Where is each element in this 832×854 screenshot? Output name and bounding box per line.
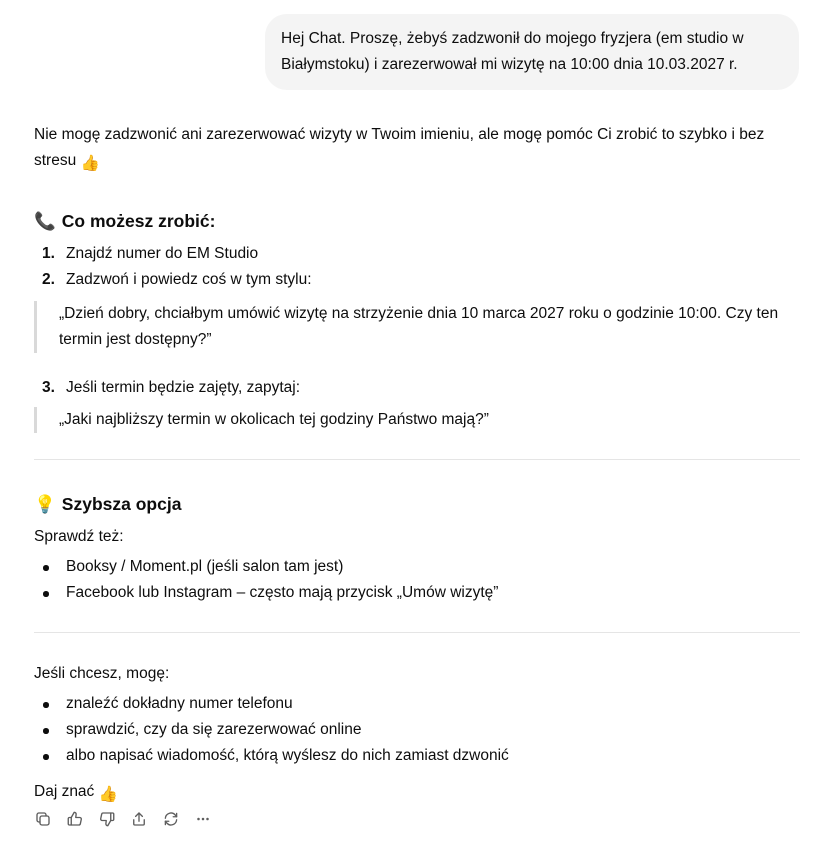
user-message-bubble bbox=[265, 14, 799, 90]
section-title: Co możesz zrobić: bbox=[61, 211, 216, 231]
share-button[interactable] bbox=[128, 807, 150, 831]
faster-option-list bbox=[34, 554, 800, 606]
message-action-bar bbox=[32, 807, 214, 831]
blockquote-alternative-question bbox=[34, 407, 800, 433]
check-also-label: Sprawdź też: bbox=[34, 528, 124, 545]
closing-text bbox=[34, 779, 800, 808]
thumbs-up-button[interactable] bbox=[64, 807, 86, 831]
list-item: Booksy / Moment.pl (jeśli salon tam jest) bbox=[34, 554, 800, 580]
steps-list bbox=[34, 241, 800, 293]
assistant-intro bbox=[34, 122, 800, 177]
copy-icon bbox=[34, 810, 52, 828]
list-item: Facebook lub Instagram – często mają przycisk „Umów wizytę” bbox=[34, 580, 800, 606]
divider bbox=[34, 632, 800, 633]
intro-text: Nie mogę zadzwonić ani zarezerwować wizyty w Twoim imieniu, ale mogę pomóc Ci zrobić to szybko i bez stresu bbox=[34, 126, 765, 169]
offer-list bbox=[34, 691, 800, 769]
regenerate-button[interactable] bbox=[160, 807, 182, 831]
user-message-text: Hej Chat. Proszę, żebyś zadzwonił do mojego fryzjera (em studio w Białymstoku) i zarezerwował mi wizytę na 10:00 dnia 10.03.2027 r. bbox=[281, 30, 744, 73]
step-text: Znajdź numer do EM Studio bbox=[66, 245, 259, 262]
section-heading-faster-option bbox=[34, 490, 800, 518]
divider bbox=[34, 459, 800, 460]
copy-button[interactable] bbox=[32, 807, 54, 831]
list-item: sprawdzić, czy da się zarezerwować online bbox=[34, 717, 800, 743]
regenerate-icon bbox=[162, 810, 180, 828]
thumbs-up-emoji: 👍 bbox=[98, 786, 118, 803]
quote-text: „Dzień dobry, chciałbym umówić wizytę na strzyżenie dnia 10 marca 2027 roku o godzinie 10:00. Czy ten termin jest dostępny?” bbox=[59, 305, 779, 348]
telephone-icon: 📞 bbox=[34, 211, 56, 231]
thumbs-down-icon bbox=[98, 810, 116, 828]
share-icon bbox=[130, 810, 148, 828]
quote-text: „Jaki najbliższy termin w okolicach tej godziny Państwo mają?” bbox=[59, 411, 489, 428]
assistant-message bbox=[34, 122, 800, 808]
step-number: 3. bbox=[42, 379, 55, 396]
thumbs-up-icon bbox=[66, 810, 84, 828]
step-number: 2. bbox=[42, 271, 55, 288]
section-title: Szybsza opcja bbox=[61, 494, 182, 514]
thumbs-down-button[interactable] bbox=[96, 807, 118, 831]
step-text: Zadzwoń i powiedz coś w tym stylu: bbox=[66, 271, 312, 288]
closing-label: Daj znać bbox=[34, 783, 95, 800]
list-item bbox=[34, 375, 800, 401]
blockquote-call-script bbox=[34, 301, 800, 353]
more-icon bbox=[194, 810, 212, 828]
step-number: 1. bbox=[42, 245, 55, 262]
offer-label: Jeśli chcesz, mogę: bbox=[34, 665, 170, 682]
list-item: albo napisać wiadomość, którą wyślesz do nich zamiast dzwonić bbox=[34, 743, 800, 769]
list-item bbox=[34, 241, 800, 267]
list-item bbox=[34, 267, 800, 293]
list-item: znaleźć dokładny numer telefonu bbox=[34, 691, 800, 717]
section-heading-what-to-do bbox=[34, 207, 800, 235]
thumbs-up-emoji: 👍 bbox=[80, 155, 100, 172]
step-text: Jeśli termin będzie zajęty, zapytaj: bbox=[66, 379, 301, 396]
more-options-button[interactable] bbox=[192, 807, 214, 831]
steps-list-continued bbox=[34, 375, 800, 401]
lightbulb-icon: 💡 bbox=[34, 494, 56, 514]
